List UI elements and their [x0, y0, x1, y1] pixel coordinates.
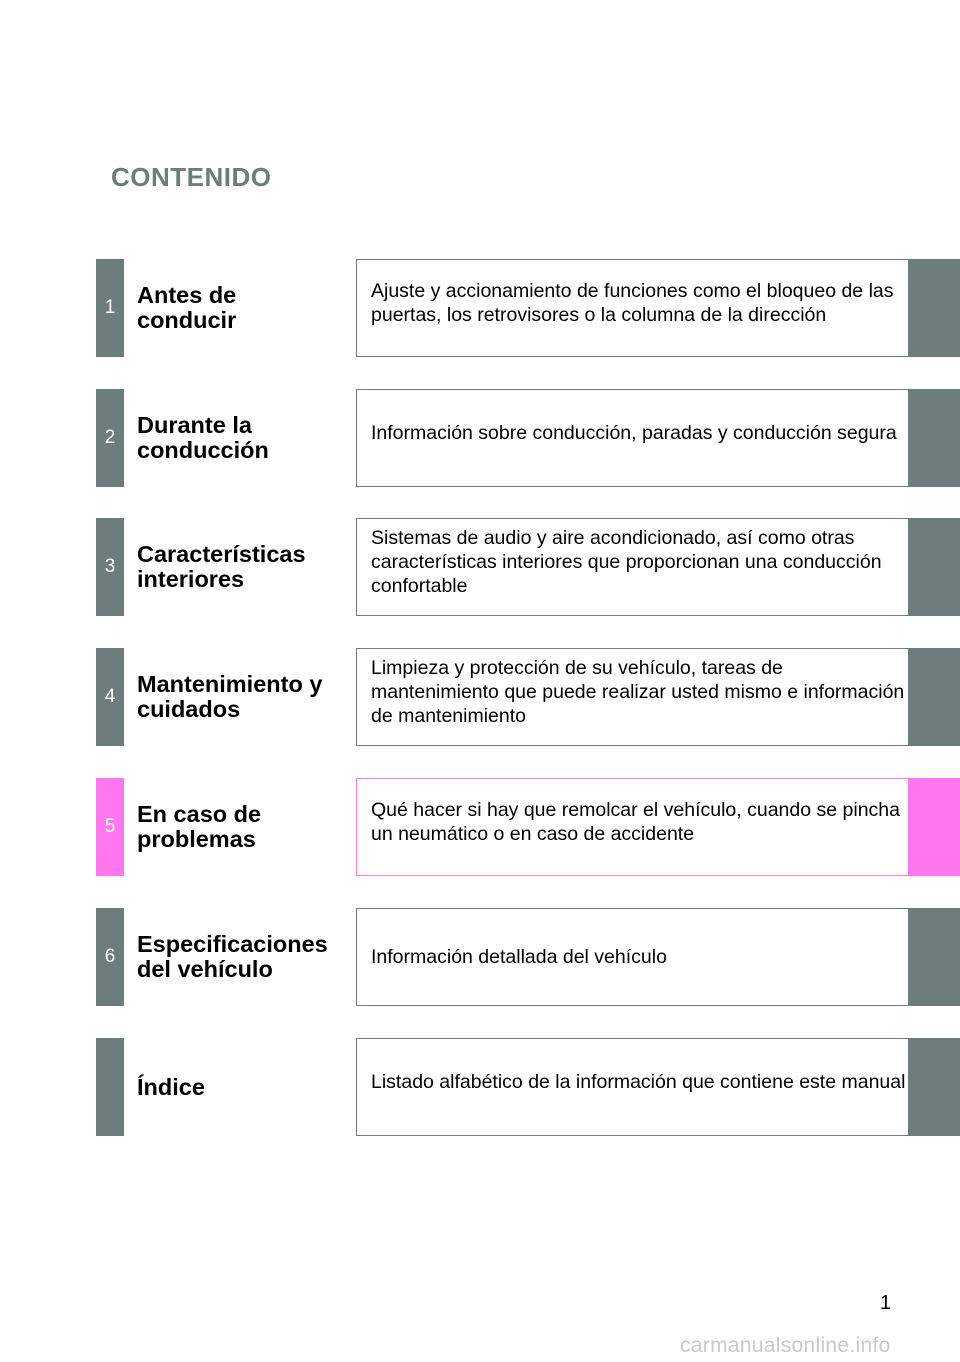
section-description-text: Sistemas de audio y aire acondicionado, así como otras características interiores que proporcionan una conducción confortable: [371, 527, 882, 597]
section-number-tab: 6: [96, 908, 124, 1006]
section-description: [356, 778, 908, 876]
section-name[interactable]: Mantenimiento y cuidados: [137, 671, 323, 722]
toc-row-1[interactable]: [0, 259, 960, 357]
side-thumb-tab[interactable]: [908, 518, 960, 616]
page-title: CONTENIDO: [111, 162, 272, 192]
toc-row-index[interactable]: [0, 1038, 960, 1136]
side-thumb-tab[interactable]: [908, 908, 960, 1006]
side-thumb-tab[interactable]: [908, 1038, 960, 1136]
section-name[interactable]: Índice: [137, 1073, 205, 1100]
toc-row-3[interactable]: [0, 518, 960, 616]
section-number-tab: [96, 1038, 124, 1136]
section-description-text: Qué hacer si hay que remolcar el vehículo, cuando se pincha un neumático o en caso de accidente: [371, 799, 900, 845]
page-number: 1: [880, 1292, 892, 1314]
section-name[interactable]: En caso de problemas: [137, 801, 262, 852]
section-description: [356, 259, 908, 357]
section-number-tab: 2: [96, 389, 124, 487]
section-number-tab: 5: [96, 778, 124, 876]
toc-row-5[interactable]: [0, 778, 960, 876]
section-name[interactable]: Especificaciones del vehículo: [137, 931, 328, 982]
side-thumb-tab[interactable]: [908, 648, 960, 746]
toc-row-4[interactable]: [0, 648, 960, 746]
section-description-text: Información sobre conducción, paradas y conducción segura: [371, 422, 897, 444]
section-description-text: Información detallada del vehículo: [371, 946, 667, 968]
section-description: [356, 908, 908, 1006]
section-description-text: Listado alfabético de la información que contiene este manual: [371, 1071, 906, 1093]
side-thumb-tab[interactable]: [908, 259, 960, 357]
section-description-text: Ajuste y accionamiento de funciones como el bloqueo de las puertas, los retrovisores o la columna de la dirección: [371, 280, 894, 326]
side-thumb-tab[interactable]: [908, 778, 960, 876]
section-name[interactable]: Durante la conducción: [137, 412, 269, 463]
toc-row-2[interactable]: [0, 389, 960, 487]
section-description: [356, 1038, 908, 1136]
watermark: carmanualsonline.info: [680, 1334, 891, 1357]
section-name[interactable]: Características interiores: [137, 541, 306, 592]
section-description: [356, 389, 908, 487]
toc-row-6[interactable]: [0, 908, 960, 1006]
section-description-text: Limpieza y protección de su vehículo, tareas de mantenimiento que puede realizar usted mismo e información de mantenimiento: [371, 657, 905, 727]
section-number-tab: 4: [96, 648, 124, 746]
side-thumb-tab[interactable]: [908, 389, 960, 487]
section-name[interactable]: Antes de conducir: [137, 282, 237, 333]
section-number-tab: 1: [96, 259, 124, 357]
section-description: [356, 518, 908, 616]
section-number-tab: 3: [96, 518, 124, 616]
section-description: [356, 648, 908, 746]
